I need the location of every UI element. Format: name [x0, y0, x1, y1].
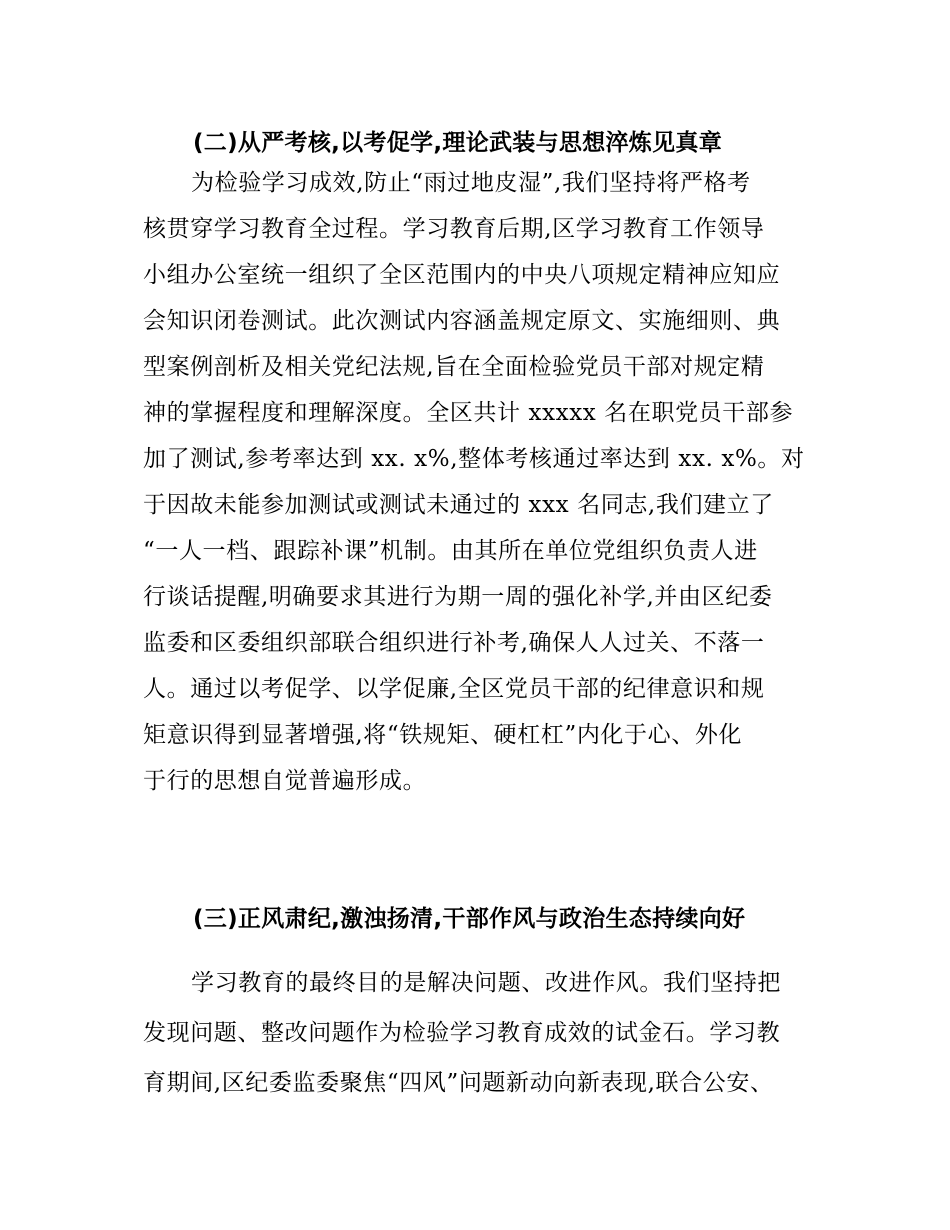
paragraph-line: 育期间,区纪委监委聚焦“四风”问题新动向新表现,联合公安、	[143, 1070, 774, 1096]
paragraph-line: 小组办公室统一组织了全区范围内的中央八项规定精神应知应	[143, 262, 781, 288]
paragraph-line: 神的掌握程度和理解深度。全区共计 xxxxx 名在职党员干部参	[143, 400, 794, 426]
paragraph-line: 人。通过以考促学、以学促廉,全区党员干部的纪律意识和规	[143, 676, 765, 702]
paragraph-line: 矩意识得到显著增强,将“铁规矩、硬杠杠”内化于心、外化	[143, 722, 743, 748]
paragraph-line: 学习教育的最终目的是解决问题、改进作风。我们坚持把	[191, 970, 781, 996]
paragraph-line: 为检验学习成效,防止“雨过地皮湿”,我们坚持将严格考	[191, 170, 751, 196]
paragraph-line: 监委和区委组织部联合组织进行补考,确保人人过关、不落一	[143, 630, 765, 656]
paragraph-line: 会知识闭卷测试。此次测试内容涵盖规定原文、实施细则、典	[143, 308, 781, 334]
paragraph-line: 于因故未能参加测试或测试未通过的 xxx 名同志,我们建立了	[143, 492, 774, 518]
paragraph-line: 型案例剖析及相关党纪法规,旨在全面检验党员干部对规定精	[143, 354, 765, 380]
paragraph-line: 加了测试,参考率达到 xx. x%,整体考核通过率达到 xx. x%。对	[143, 446, 805, 472]
paragraph-line: “一人一档、跟踪补课”机制。由其所在单位党组织负责人进	[143, 538, 758, 564]
paragraph-line: 于行的思想自觉普遍形成。	[143, 768, 427, 794]
paragraph-line: 核贯穿学习教育全过程。学习教育后期,区学习教育工作领导	[143, 216, 765, 242]
paragraph-line: 发现问题、整改问题作为检验学习教育成效的试金石。学习教	[143, 1020, 781, 1046]
section-heading-2: (二)从严考核,以考促学,理论武装与思想淬炼见真章	[193, 130, 722, 156]
section-heading-3: (三)正风肃纪,激浊扬清,干部作风与政治生态持续向好	[193, 906, 746, 932]
paragraph-line: 行谈话提醒,明确要求其进行为期一周的强化补学,并由区纪委	[143, 584, 773, 610]
